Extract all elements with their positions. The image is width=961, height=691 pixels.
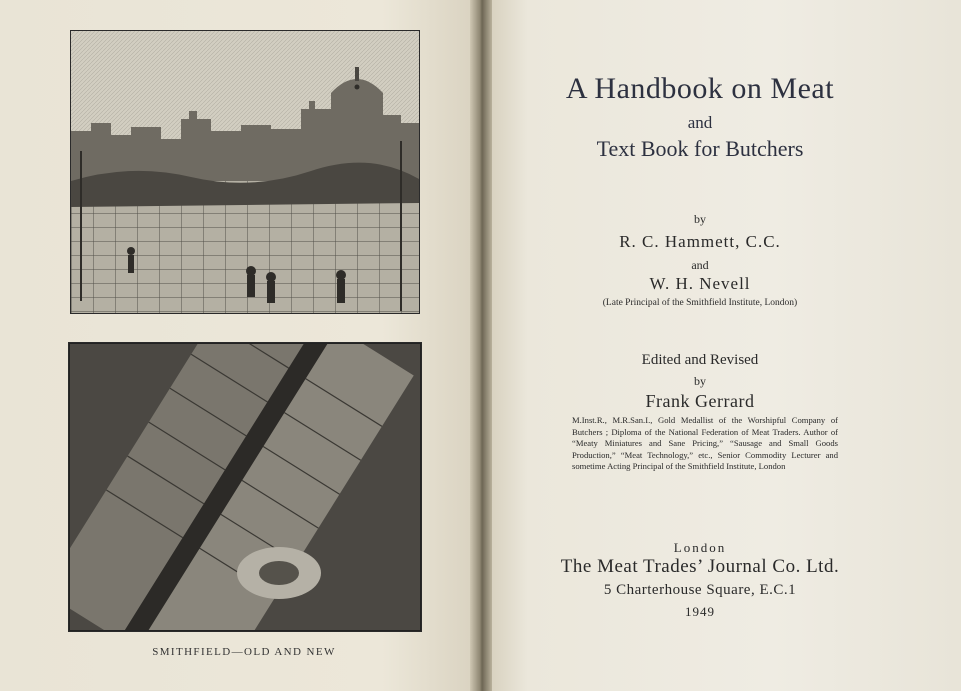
book-title: A Handbook on Meat — [565, 72, 835, 105]
editor-credentials: M.Inst.R., M.R.San.I., Gold Medallist of the Worshipful Company of Butchers ; Diploma of the National Federation of Meat Traders. Author of “Meaty Miniatures and Sane Pricing,” “Sausage and Small Goods Production,” “Meat Technology,” etc., Senior Commodity Lecturer and sometime Acting Principal of the Smithfield Institute, London — [572, 415, 838, 472]
illustration-old-smithfield — [70, 30, 420, 314]
left-page — [0, 0, 478, 691]
author-1: R. C. Hammett, C.C. — [619, 232, 781, 251]
author-2: W. H. Nevell — [649, 274, 751, 293]
by-label: by — [694, 212, 706, 226]
publisher-name: The Meat Trades’ Journal Co. Ltd. — [560, 556, 840, 577]
publisher-address: 5 Charterhouse Square, E.C.1 — [603, 582, 797, 598]
title-connector: and — [687, 113, 713, 132]
editor-by-label: by — [694, 374, 706, 388]
book-subtitle: Text Book for Butchers — [596, 136, 804, 161]
book-gutter — [470, 0, 492, 691]
publication-place: London — [673, 540, 727, 555]
illustration-caption: SMITHFIELD—OLD AND NEW — [152, 646, 336, 658]
author-connector: and — [691, 258, 709, 272]
publication-year: 1949 — [685, 604, 715, 619]
editor-name: Frank Gerrard — [645, 391, 755, 411]
author-2-note: (Late Principal of the Smithfield Institute, London) — [602, 298, 798, 308]
edited-label: Edited and Revised — [641, 352, 759, 368]
photograph-new-smithfield — [68, 342, 422, 632]
